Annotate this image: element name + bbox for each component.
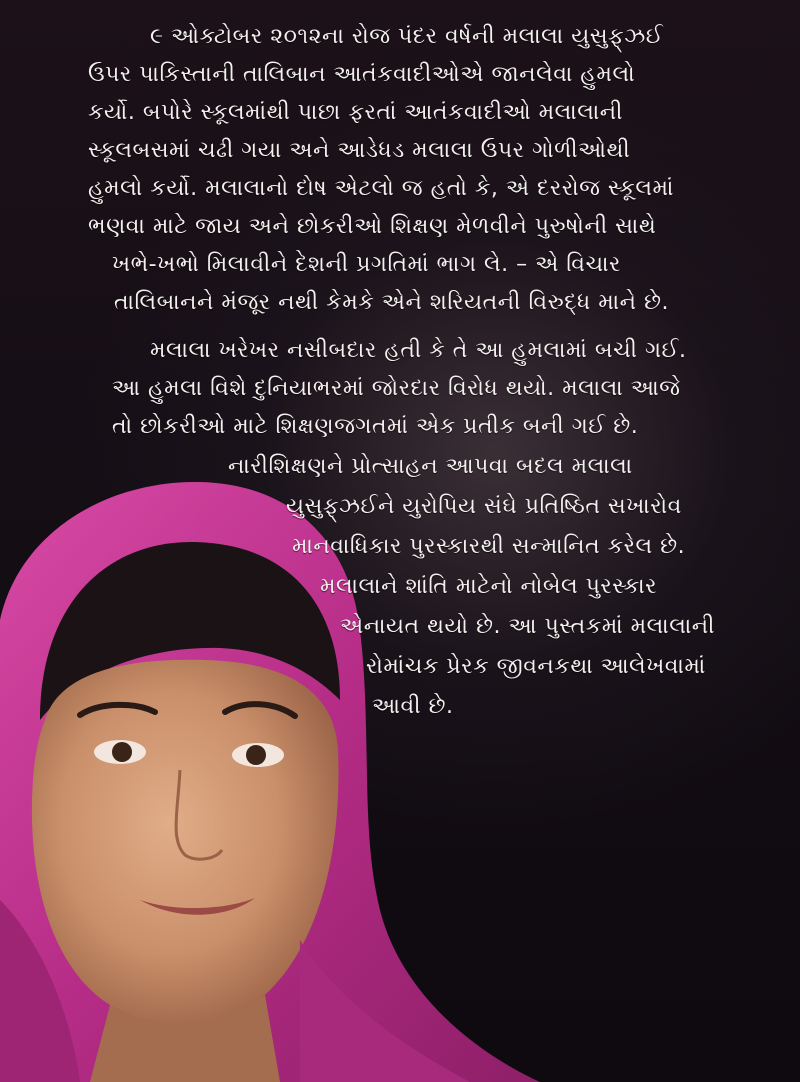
blurb-line: યુસુફ્‌ઝઈને યુરોપિય સંઘે પ્રતિષ્ઠિત સખારોવ xyxy=(286,494,682,519)
blurb-line: ઉપર પાકિસ્તાની તાલિબાન આતંકવાદીઓએ જાનલેવા હુમલો xyxy=(88,62,636,87)
blurb-line: મલાલાને શાંતિ માટેનો નોબેલ પુરસ્કાર xyxy=(320,574,657,599)
blurb-line: મલાલા ખરેખર નસીબદાર હતી કે તે આ હુમલામાં બચી ગઈ. xyxy=(150,338,687,363)
blurb-line: નારીશિક્ષણને પ્રોત્સાહન આપવા બદલ મલાલા xyxy=(228,454,633,479)
blurb-line: રોમાંચક પ્રેરક જીવનકથા આલેખવામાં xyxy=(366,654,706,679)
blurb-line: તાલિબાનને મંજૂર નથી કેમકે એને શરિયતની વિરુદ્ધ માને છે. xyxy=(114,290,670,315)
blurb-line: એનાયત થયો છે. આ પુસ્તકમાં મલાલાની xyxy=(340,614,715,639)
blurb-line: તો છોકરીઓ માટે શિક્ષણજગતમાં એક પ્રતીક બની ગઈ છે. xyxy=(112,414,639,439)
blurb-line: સ્કૂલબસમાં ચઢી ગયા અને આડેધડ મલાલા ઉપર ગોળીઓથી xyxy=(88,138,631,163)
blurb-line: આ હુમલા વિશે દુનિયાભરમાં જોરદાર વિરોધ થયો. મલાલા આજે xyxy=(112,376,681,401)
blurb-line: માનવાધિકાર પુરસ્કારથી સન્માનિત કરેલ છે. xyxy=(292,534,686,559)
blurb-line: આવી છે. xyxy=(372,694,454,719)
blurb-line: ૯ ઓક્ટોબર ૨૦૧૨ના રોજ પંદર વર્ષની મલાલા યુસુફ્‌ઝઈ xyxy=(150,24,664,49)
blurb-line: ભણવા માટે જાય અને છોકરીઓ શિક્ષણ મેળવીને પુરુષોની સાથે xyxy=(88,214,657,239)
blurb-line: હુમલો કર્યો. મલાલાનો દોષ એટલો જ હતો કે, એ દરરોજ સ્કૂલમાં xyxy=(88,176,674,201)
blurb-line: ખભે-ખભો મિલાવીને દેશની પ્રગતિમાં ભાગ લે. – એ વિચાર xyxy=(112,252,621,277)
blurb-line: કર્યો. બપોરે સ્કૂલમાંથી પાછા ફરતાં આતંકવાદીઓ મલાલાની xyxy=(88,100,623,125)
